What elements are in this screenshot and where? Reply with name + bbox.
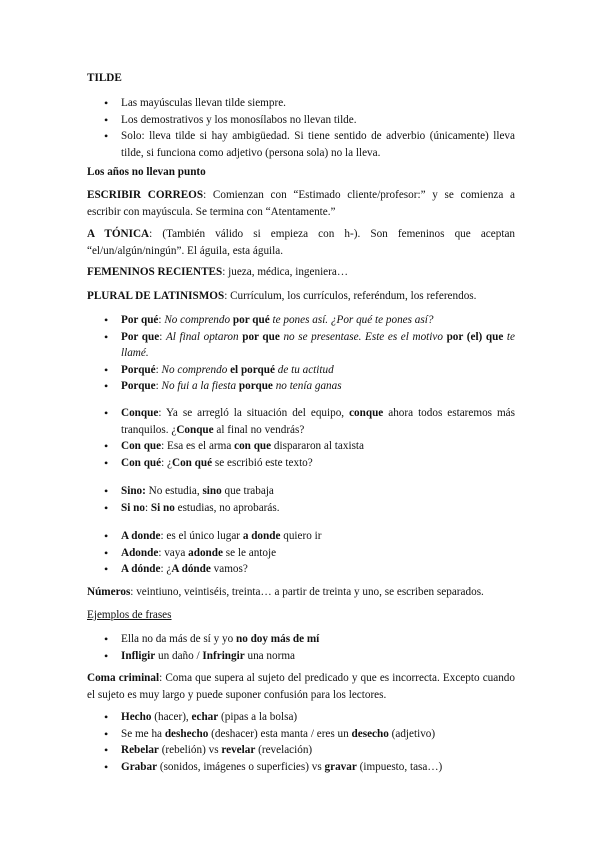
tonica-text: : (También válido si empieza con h-). Son femeninos que aceptan “el/un/algún/ningún”. El águila, esta águila. [87,228,515,257]
correos-paragraph [87,187,515,220]
correos-text: : Comienzan con “Estimado cliente/profesor:” y se comienza a escribir con mayúscula. Se termina con “Atentamente.” [87,189,516,218]
list-item: • A dónde: ¿A dónde vamos? [87,561,515,578]
porque-list [87,312,515,395]
list-item: • Se me ha deshecho (deshacer) esta manta / eres un desecho (adjetivo) [87,726,515,743]
list-item: • Grabar (sonidos, imágenes o superficies) vs gravar (impuesto, tasa…) [87,759,515,776]
list-item: • Porqué: No comprendo el porqué de tu actitud [87,362,515,379]
list-item: • Con qué: ¿Con qué se escribió este texto? [87,455,515,472]
list-item: • Por que: Al final optaron por que no se presentase. Este es el motivo por (el) que te llamé. [87,329,515,362]
list-item: • Sino: No estudia, sino que trabaja [87,483,515,500]
list-item: • Si no: Si no estudias, no aprobarás. [87,500,515,517]
list-item: • Las mayúsculas llevan tilde siempre. [87,95,515,112]
femeninos-paragraph [87,264,515,281]
tonica-paragraph [87,226,515,259]
list-item: • Los demostrativos y los monosílabos no llevan tilde. [87,112,515,129]
list-item: • Porque: No fui a la fiesta porque no tenía ganas [87,378,515,395]
sino-list [87,483,515,516]
tilde-list [87,95,515,161]
latinismos-paragraph [87,288,515,305]
latinismos-text: : Currículum, los currículos, referéndum, los referendos. [224,290,477,302]
list-item: • Con que: Esa es el arma con que dispararon al taxista [87,438,515,455]
list-item: • Ella no da más de sí y yo no doy más de mí [87,631,515,648]
final-list [87,709,515,775]
list-item: • Solo: lleva tilde si hay ambigüedad. Si tiene sentido de adverbio (únicamente) lleva tilde, si funciona como adjetivo (persona sola) no la lleva. [87,128,515,161]
list-item: • Rebelar (rebelión) vs revelar (revelación) [87,742,515,759]
numeros-paragraph [87,584,515,601]
numeros-label: Números [87,586,131,598]
list-item: • Hecho (hacer), echar (pipas a la bolsa) [87,709,515,726]
list-item: • Infligir un daño / Infringir una norma [87,648,515,665]
coma-text: : Coma que supera al sujeto del predicado y que es incorrecta. Excepto cuando el sujeto es muy largo y puede suponer confusión para los lectores. [87,672,515,701]
coma-paragraph [87,670,515,703]
conque-list [87,405,515,471]
ejemplos-heading: Ejemplos de frases [87,609,172,621]
section-title-tilde: TILDE [87,72,122,84]
list-item: • Por qué: No comprendo por qué te pones así. ¿Por qué te pones así? [87,312,515,329]
list-item: • A donde: es el único lugar a donde quiero ir [87,528,515,545]
latinismos-label: PLURAL DE LATINISMOS [87,290,225,302]
femeninos-text: : jueza, médica, ingeniera… [222,266,349,278]
numeros-text: : veintiuno, veintiséis, treinta… a partir de treinta y uno, se escriben separados. [130,586,484,598]
tonica-label: A TÓNICA [87,228,150,240]
coma-label: Coma criminal [87,672,160,684]
years-heading: Los años no llevan punto [87,166,206,178]
ejemplos-list [87,631,515,664]
adonde-list [87,528,515,578]
list-item: • Conque: Ya se arregló la situación del equipo, conque ahora todos estaremos más tranquilos. ¿Conque al final no vendrás? [87,405,515,438]
list-item: • Adonde: vaya adonde se le antoje [87,545,515,562]
correos-label: ESCRIBIR CORREOS [87,189,204,201]
femeninos-label: FEMENINOS RECIENTES [87,266,223,278]
